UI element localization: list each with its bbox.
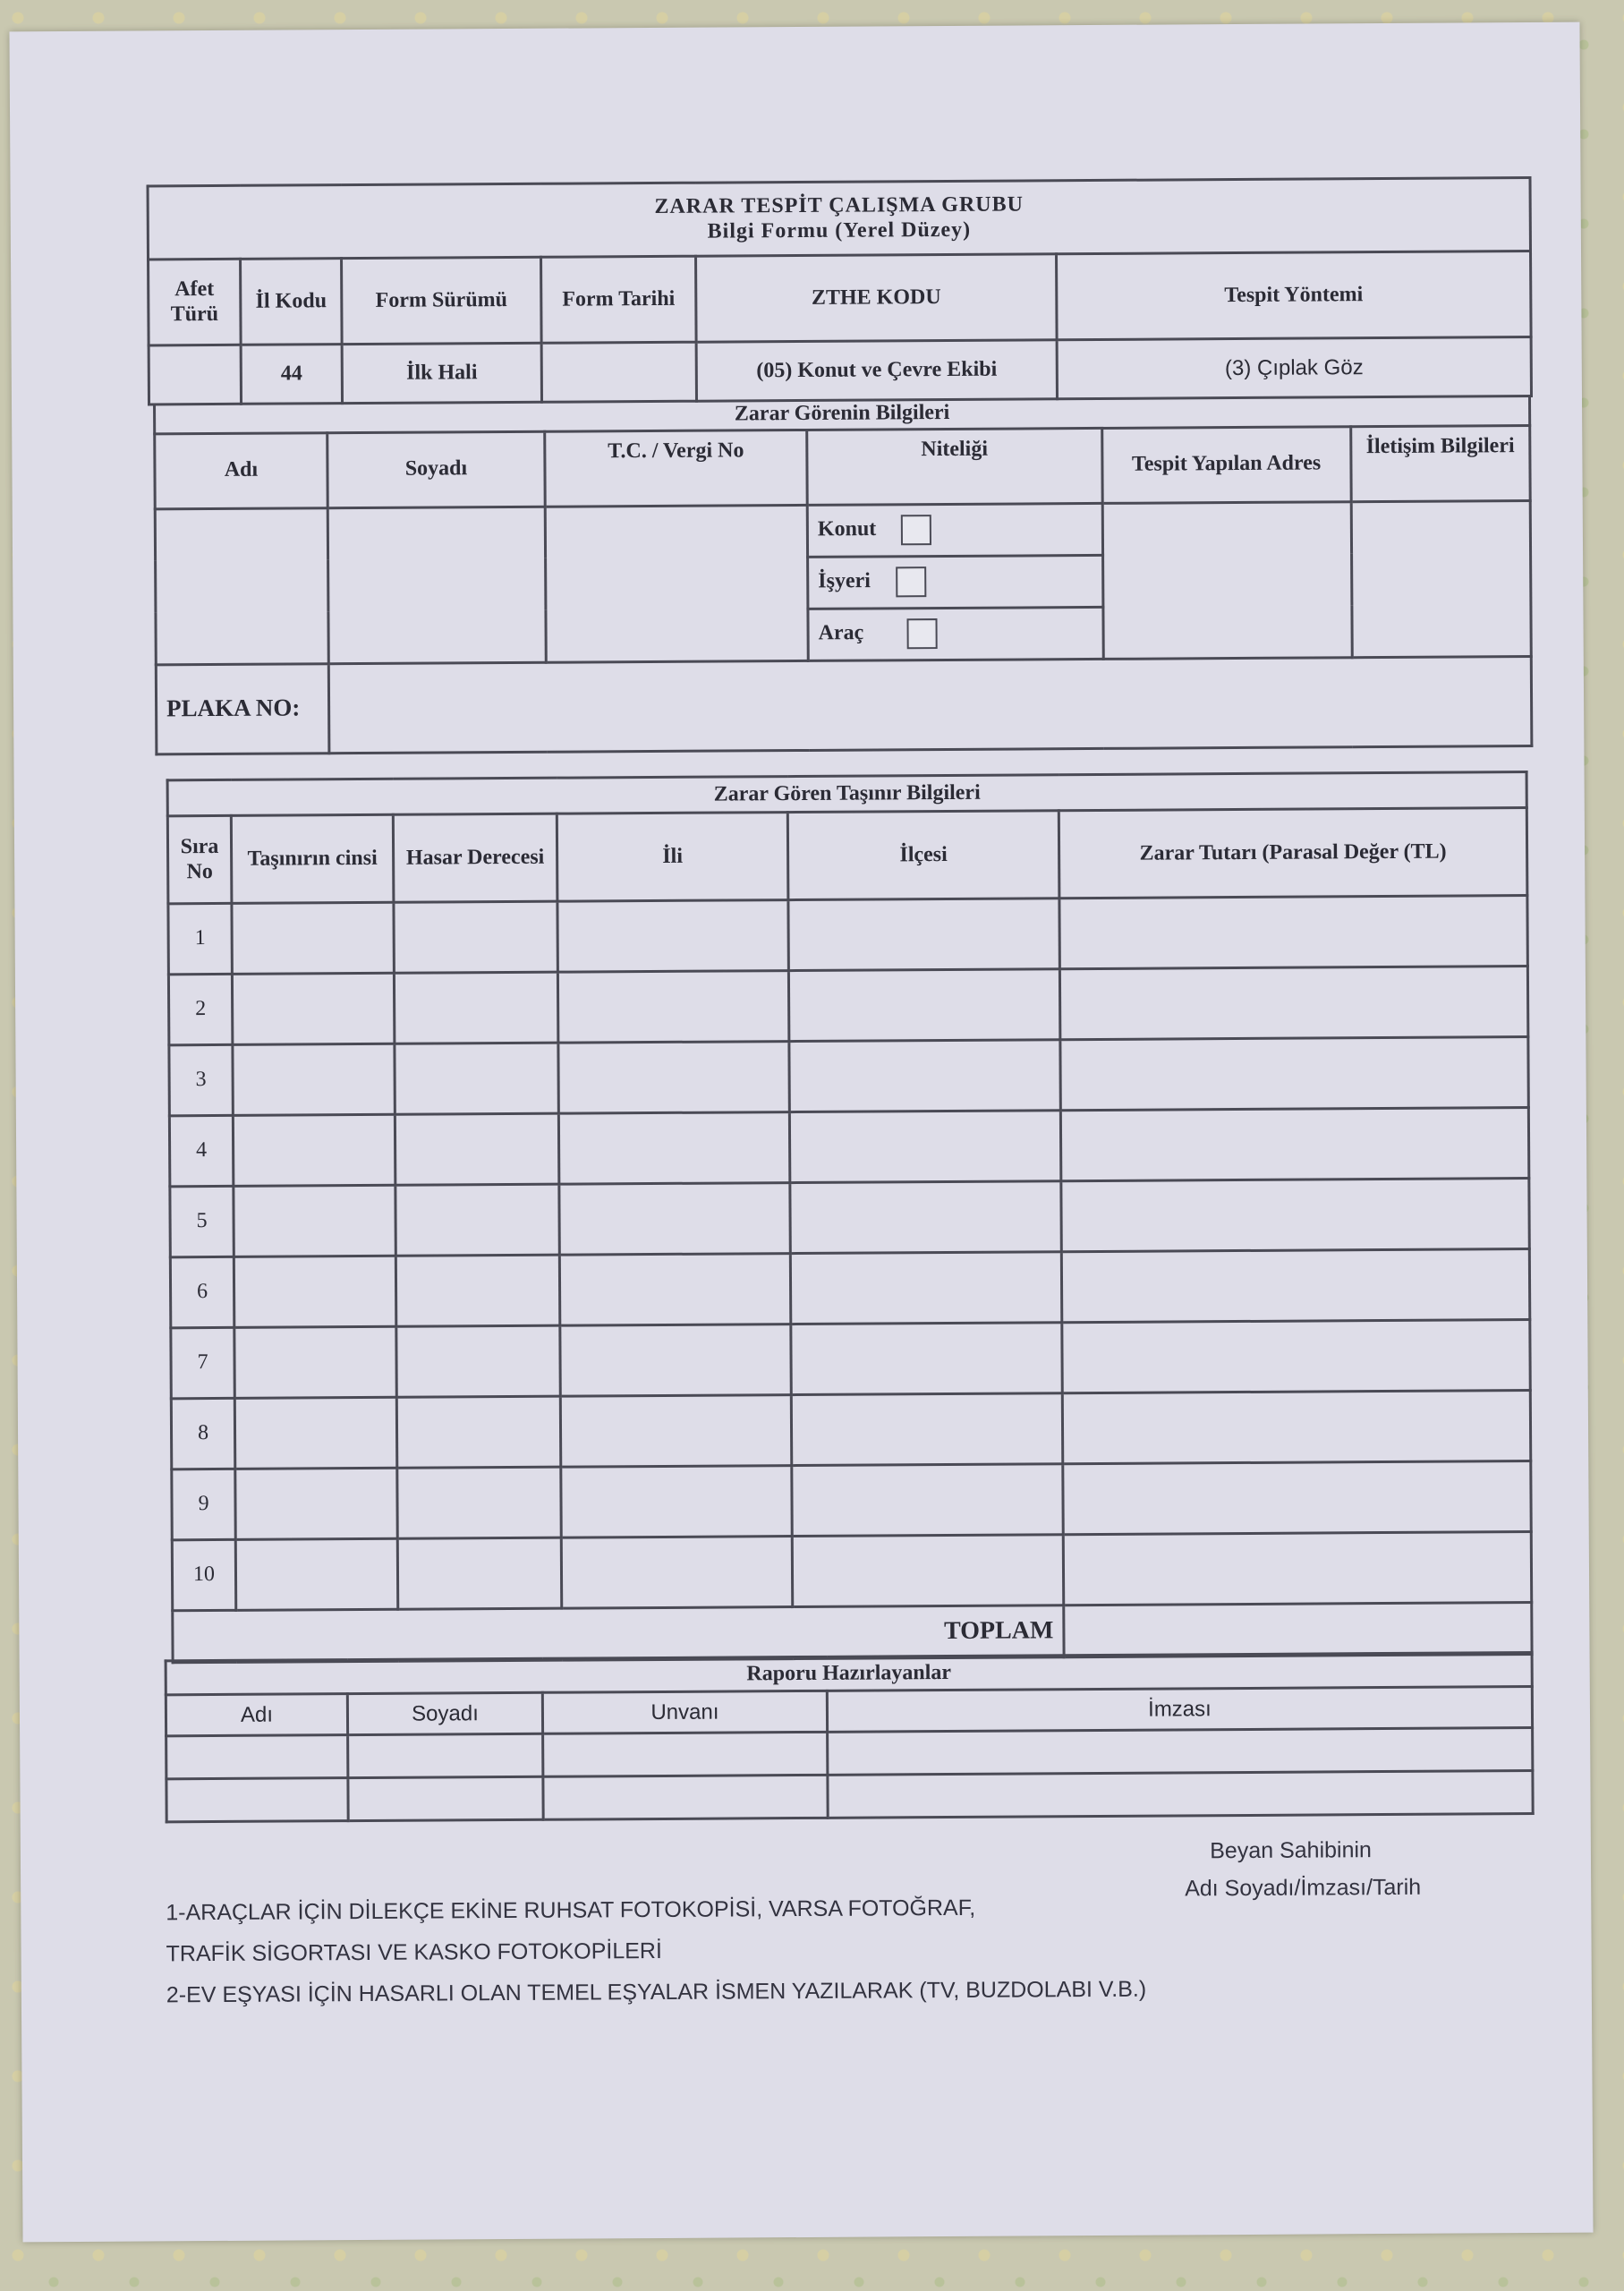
table-cell[interactable] (234, 1256, 395, 1327)
table-cell[interactable] (1060, 1108, 1528, 1181)
field-iletisim[interactable] (1351, 500, 1531, 657)
total-value[interactable] (1064, 1603, 1532, 1657)
col-zthe-kodu: ZTHE KODU (696, 254, 1058, 342)
table-row (168, 896, 1527, 975)
preparer-2-adi[interactable] (166, 1778, 348, 1822)
table-cell[interactable] (396, 1325, 560, 1397)
table-cell[interactable] (791, 1393, 1062, 1466)
row-number: 4 (169, 1115, 233, 1186)
row-number: 1 (168, 903, 232, 974)
table-cell[interactable] (1059, 967, 1527, 1040)
table-row (168, 967, 1527, 1045)
table-cell[interactable] (394, 972, 557, 1043)
preparer-2-unvani[interactable] (543, 1775, 828, 1819)
table-cell[interactable] (234, 1397, 396, 1469)
preparers-col-4: İmzası (827, 1687, 1532, 1733)
form-subtitle: Bilgi Formu (Yerel Düzey) (707, 217, 972, 243)
table-row (170, 1179, 1529, 1257)
col-form-surumu: Form Sürümü (342, 257, 542, 344)
val-il-kodu[interactable]: 44 (241, 345, 342, 405)
col-niteligi: Niteliği (807, 428, 1102, 505)
table-row (171, 1320, 1530, 1399)
col-afet: Afet Türü (149, 259, 242, 345)
table-cell[interactable] (397, 1467, 561, 1538)
total-label: TOPLAM (173, 1605, 1064, 1663)
victim-table (153, 396, 1533, 755)
preparer-1-imzasi[interactable] (828, 1728, 1533, 1776)
preparer-1-adi[interactable] (166, 1735, 348, 1779)
table-cell[interactable] (792, 1535, 1063, 1607)
option-arac[interactable] (808, 607, 1103, 660)
val-form-surumu[interactable]: İlk Hali (342, 343, 541, 403)
table-cell[interactable] (790, 1252, 1061, 1324)
table-cell[interactable] (788, 899, 1059, 971)
table-cell[interactable] (395, 1113, 558, 1185)
table-cell[interactable] (1063, 1461, 1531, 1535)
table-cell[interactable] (396, 1396, 560, 1468)
declaration-line-2: Adı Soyadı/İmzası/Tarih (1185, 1874, 1422, 1902)
header-table (147, 176, 1533, 405)
preparers-section-title: Raporu Hazırlayanlar (166, 1653, 1532, 1695)
table-cell[interactable] (791, 1323, 1062, 1395)
field-tc-vergi[interactable] (545, 505, 808, 662)
col-tespit-yontemi: Tespit Yöntemi (1057, 251, 1532, 340)
table-row (172, 1532, 1531, 1611)
table-cell[interactable] (561, 1537, 792, 1609)
konut-checkbox[interactable] (901, 515, 931, 545)
table-cell[interactable] (395, 1043, 558, 1114)
table-cell[interactable] (235, 1538, 397, 1610)
table-cell[interactable] (792, 1464, 1063, 1537)
table-cell[interactable] (1063, 1532, 1531, 1605)
preparers-col-2: Soyadı (347, 1692, 542, 1734)
form-title: ZARAR TESPİT ÇALIŞMA GRUBU Bilgi Formu (Yerel Düzey) (148, 178, 1530, 260)
movables-table (166, 771, 1534, 1664)
table-cell[interactable] (233, 1114, 395, 1186)
row-number: 6 (170, 1256, 234, 1327)
table-cell[interactable] (1060, 1037, 1528, 1111)
preparer-2-soyadi[interactable] (348, 1776, 543, 1820)
plaka-label: PLAKA NO: (156, 663, 329, 754)
table-cell[interactable] (788, 969, 1059, 1042)
preparer-1-soyadi[interactable] (348, 1733, 543, 1777)
table-cell[interactable] (397, 1537, 561, 1609)
movables-section-title: Zarar Gören Taşınır Bilgileri (167, 772, 1526, 816)
table-cell[interactable] (790, 1181, 1061, 1254)
preparer-2-imzasi[interactable] (828, 1771, 1533, 1818)
option-konut[interactable] (807, 503, 1102, 557)
table-cell[interactable] (1062, 1320, 1530, 1393)
table-cell[interactable] (395, 1255, 559, 1326)
table-cell[interactable] (559, 1183, 790, 1256)
table-cell[interactable] (234, 1185, 395, 1256)
preparer-1-unvani[interactable] (543, 1732, 828, 1776)
table-cell[interactable] (558, 1112, 789, 1185)
row-number: 8 (171, 1398, 234, 1469)
table-cell[interactable] (1061, 1249, 1529, 1323)
arac-checkbox[interactable] (906, 618, 937, 649)
field-adres[interactable] (1102, 501, 1352, 659)
option-konut-label: Konut (817, 516, 877, 541)
table-cell[interactable] (557, 900, 788, 973)
table-cell[interactable] (560, 1324, 791, 1397)
col-adi: Adı (155, 432, 328, 508)
col-form-tarihi: Form Tarihi (541, 256, 697, 343)
movables-col-2: Taşınırın cinsi (231, 814, 394, 903)
field-plaka[interactable] (328, 656, 1532, 753)
row-number: 10 (172, 1539, 235, 1610)
preparers-col-3: Unvanı (542, 1691, 827, 1733)
note-line-1: 1-ARAÇLAR İÇİN DİLEKÇE EKİNE RUHSAT FOTOKOPİSİ, VARSA FOTOĞRAF, (166, 1895, 976, 1926)
table-cell[interactable] (234, 1326, 396, 1398)
option-arac-label: Araç (818, 621, 864, 645)
table-cell[interactable] (559, 1254, 790, 1326)
table-cell[interactable] (1062, 1391, 1530, 1464)
table-cell[interactable] (789, 1111, 1060, 1183)
val-afet[interactable] (149, 345, 241, 405)
movables-col-5: İlçesi (787, 811, 1059, 900)
preparers-col-1: Adı (166, 1694, 347, 1736)
table-cell[interactable] (561, 1466, 792, 1538)
movables-col-6: Zarar Tutarı (Parasal Değer (TL) (1059, 808, 1527, 899)
table-cell[interactable] (1061, 1179, 1529, 1252)
table-cell[interactable] (235, 1468, 397, 1539)
table-row (170, 1249, 1529, 1328)
col-il-kodu: İl Kodu (241, 259, 343, 345)
option-isyeri-label: İşyeri (818, 569, 871, 593)
field-adi[interactable] (155, 507, 328, 664)
declaration-line-1: Beyan Sahibinin (1210, 1837, 1372, 1864)
movables-col-4: İli (557, 813, 788, 902)
row-number: 2 (168, 974, 232, 1044)
field-soyadi[interactable] (327, 507, 546, 663)
victim-section-title: Zarar Görenin Bilgileri (155, 396, 1530, 433)
table-row (172, 1461, 1531, 1540)
val-tespit-yontemi[interactable]: (3) Çıplak Göz (1057, 337, 1531, 399)
row-number: 3 (169, 1044, 233, 1115)
col-adres: Tespit Yapılan Adres (1101, 426, 1351, 503)
col-soyadi: Soyadı (327, 431, 546, 507)
table-cell[interactable] (232, 973, 394, 1044)
notes (166, 1886, 1146, 2016)
table-cell[interactable] (232, 902, 394, 974)
table-row (171, 1391, 1530, 1469)
table-cell[interactable] (557, 971, 788, 1043)
col-tc-vergi: T.C. / Vergi No (545, 430, 808, 507)
note-line-2: TRAFİK SİGORTASI VE KASKO FOTOKOPİLERİ (166, 1938, 662, 1967)
table-cell[interactable] (1059, 896, 1527, 969)
movables-col-3: Hasar Derecesi (393, 813, 557, 902)
declaration (1185, 1831, 1422, 1908)
col-iletisim: İletişim Bilgileri (1350, 425, 1530, 501)
row-number: 7 (171, 1327, 234, 1398)
preparers-table (165, 1651, 1535, 1823)
table-cell[interactable] (394, 901, 557, 973)
isyeri-checkbox[interactable] (896, 566, 926, 597)
option-isyeri[interactable] (808, 555, 1103, 609)
table-row (169, 1108, 1528, 1187)
val-zthe-kodu[interactable]: (05) Konut ve Çevre Ekibi (696, 340, 1057, 401)
table-cell[interactable] (395, 1184, 559, 1256)
table-cell[interactable] (233, 1043, 395, 1115)
note-line-3: 2-EV EŞYASI İÇİN HASARLI OLAN TEMEL EŞYALAR İSMEN YAZILARAK (TV, BUZDOLABI V.B.) (166, 1976, 1147, 2008)
row-number: 9 (172, 1469, 235, 1539)
table-cell[interactable] (789, 1040, 1060, 1112)
form-paper (9, 22, 1593, 2243)
val-form-tarihi[interactable] (541, 342, 696, 402)
table-cell[interactable] (560, 1395, 791, 1468)
table-cell[interactable] (558, 1042, 789, 1114)
row-number: 5 (170, 1186, 234, 1256)
table-row (169, 1037, 1528, 1116)
movables-col-1: Sıra No (167, 815, 232, 903)
